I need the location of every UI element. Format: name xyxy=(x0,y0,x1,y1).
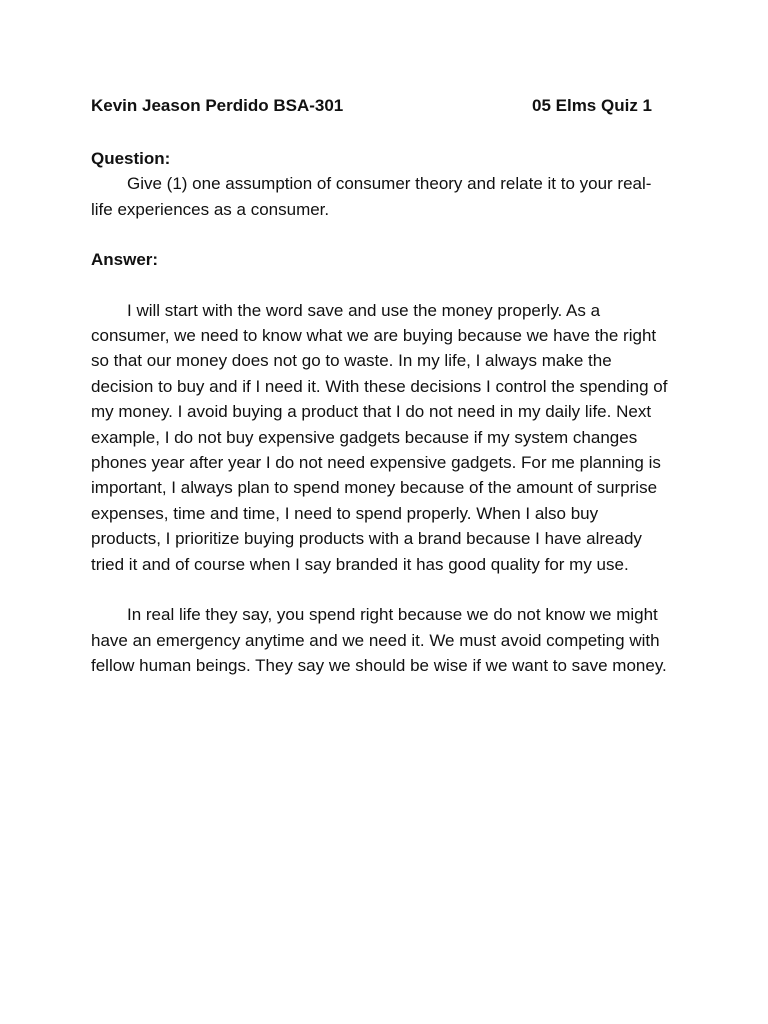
document-header xyxy=(91,96,661,120)
answer-paragraph: I will start with the word save and use the money properly. As a consumer, we need to know what we are buying because we have the right so that our money does not go to waste. In my life, I always make the decision to buy and if I need it. With these decisions I control the spending of my money. I avoid buying a product that I do not need in my daily life. Next example, I do not buy expensive gadgets because if my system changes phones year after year I do not need expensive gadgets. For me planning is important, I always plan to spend money because of the amount of surprise expenses, time and time, I need to spend properly. When I also buy products, I prioritize buying products with a brand because I have already tried it and of course when I say branded it has good quality for my use. xyxy=(91,300,668,574)
student-name: Kevin Jeason Perdido BSA-301 xyxy=(91,96,344,115)
question-text: Give (1) one assumption of consumer theory and relate it to your real-life experiences as a consumer. xyxy=(91,174,652,219)
answer-label: Answer: xyxy=(91,250,159,270)
quiz-title: 05 Elms Quiz 1 xyxy=(532,96,652,115)
question-label: Question: xyxy=(91,149,171,168)
answer-paragraph: In real life they say, you spend right because we do not know we might have an emergency anytime and we need it. We must avoid competing with fellow human beings. They say we should be wise if we want to save money. xyxy=(91,605,667,675)
document-body xyxy=(91,146,671,678)
